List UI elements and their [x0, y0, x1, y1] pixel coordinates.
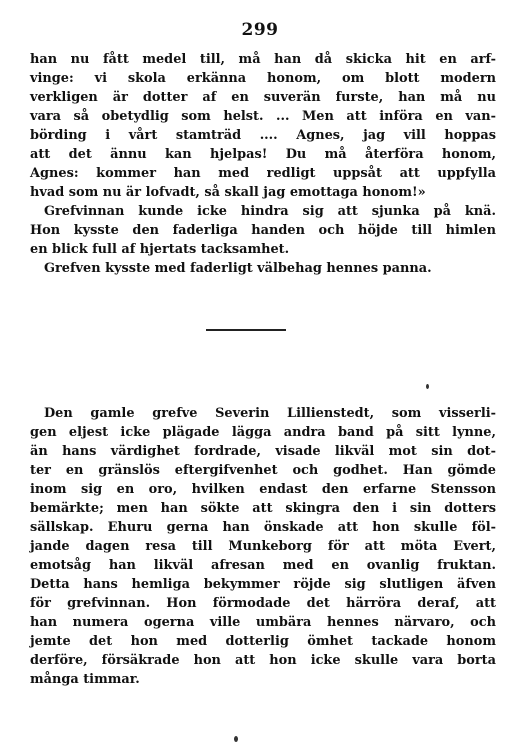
page-number: 299 — [241, 20, 279, 40]
text-line: än hans värdighet fordrade, visade likväl mot sin dot- — [30, 444, 496, 459]
text-line: gen eljest icke plägade lägga andra band på sitt lynne, — [30, 425, 496, 440]
text-line: ter en gränslös eftergifvenhet och godhet. Han gömde — [30, 463, 496, 478]
text-line: vinge: vi skola erkänna honom, om blott modern — [30, 71, 496, 86]
text-line: emotsåg han likväl afresan med en ovanlig fruktan. — [30, 558, 496, 573]
text-line: vara så obetydlig som helst. ... Men att införa en van- — [30, 109, 496, 124]
text-line: många timmar. — [30, 672, 140, 687]
section-divider — [206, 329, 286, 331]
text-line: han numera ogerna ville umbära hennes närvaro, och — [30, 615, 496, 630]
text-line: Detta hans hemliga bekymmer röjde sig slutligen äfven — [30, 577, 496, 592]
text-line: Den gamle grefve Severin Lillienstedt, som visserli- — [44, 406, 496, 421]
text-line: börding i vårt stamträd .... Agnes, jag vill hoppas — [30, 128, 496, 143]
text-line: hvad som nu är lofvadt, så skall jag emottaga honom!» — [30, 185, 426, 200]
text-line: Grefven kysste med faderligt välbehag hennes panna. — [44, 261, 432, 276]
text-line: Grefvinnan kunde icke hindra sig att sjunka på knä. — [44, 204, 496, 219]
text-line: Agnes: kommer han med redligt uppsåt att uppfylla — [30, 166, 496, 181]
text-line: jande dagen resa till Munkeborg för att möta Evert, — [30, 539, 496, 554]
text-line: derföre, försäkrade hon att hon icke skulle vara borta — [30, 653, 496, 668]
print-speck — [426, 384, 429, 389]
text-line: verkligen är dotter af en suverän furste, han må nu — [30, 90, 496, 105]
text-block-top — [30, 50, 496, 278]
text-line: sällskap. Ehuru gerna han önskade att hon skulle föl- — [30, 520, 496, 535]
text-line: för grefvinnan. Hon förmodade det härröra deraf, att — [30, 596, 496, 611]
text-line: att det ännu kan hjelpas! Du må återföra honom, — [30, 147, 496, 162]
print-speck — [234, 736, 238, 742]
text-block-bottom — [30, 404, 496, 689]
text-line: en blick full af hjertats tacksamhet. — [30, 242, 290, 257]
text-line: Hon kysste den faderliga handen och höjde till himlen — [30, 223, 496, 238]
text-line: inom sig en oro, hvilken endast den erfarne Stensson — [30, 482, 496, 497]
text-line: bemärkte; men han sökte att skingra den i sin dotters — [30, 501, 496, 516]
text-line: jemte det hon med dotterlig ömhet tackade honom — [30, 634, 496, 649]
text-line: han nu fått medel till, må han då skicka hit en arf- — [30, 52, 496, 67]
